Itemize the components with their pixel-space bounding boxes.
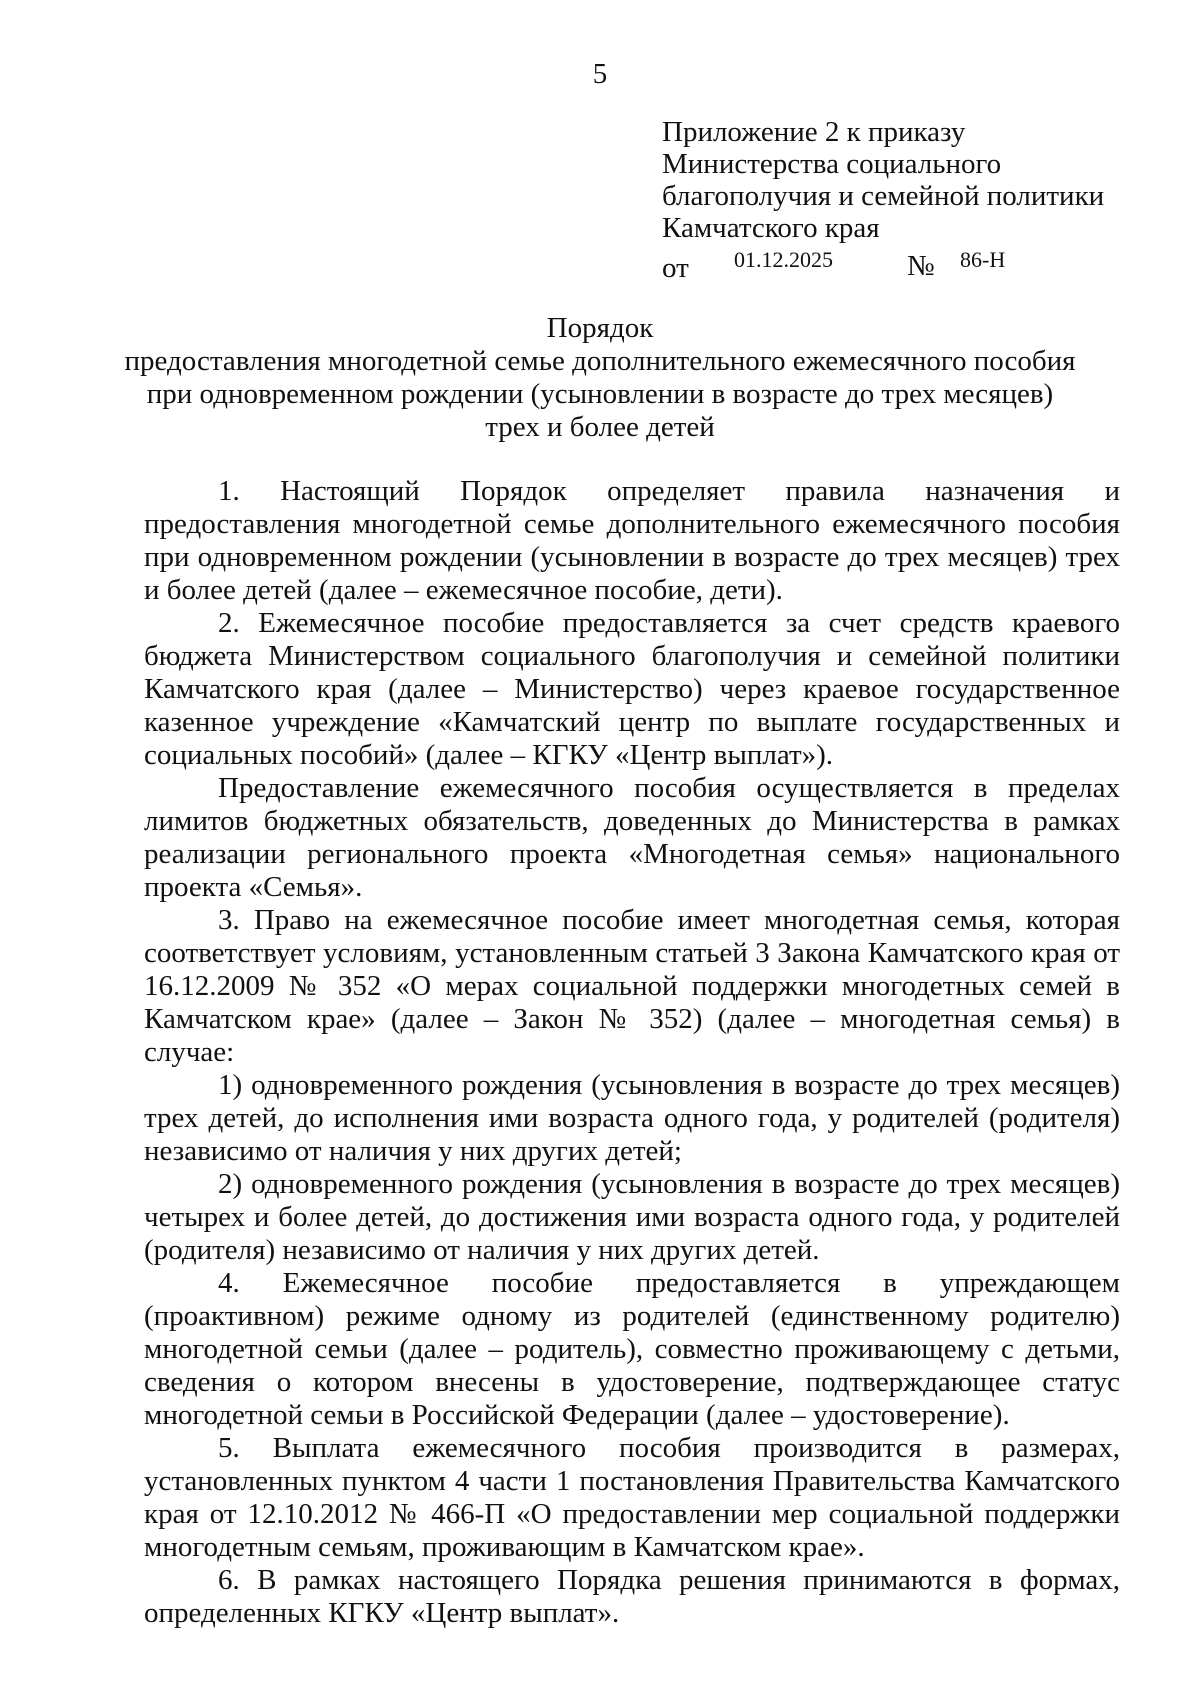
annex-line-2: Министерства социального: [662, 148, 1002, 180]
annex-number: 86-Н: [960, 247, 1006, 272]
paragraph-3: 3. Право на ежемесячное пособие имеет многодетная семья, которая соответствует условиям, установленным статьей 3 Закона Камчатского края от 16.12.2009 № 352 «О мерах социальной поддержки многодетных семей в Камчатском крае» (далее – Закон № 352) (далее – многодетная семья) в случае:: [144, 904, 1120, 1068]
title-heading: Порядок: [546, 312, 654, 344]
paragraph-6: 6. В рамках настоящего Порядка решения принимаются в формах, определенных КГКУ «Центр выплат».: [144, 1564, 1120, 1629]
title-line-2: при одновременном рождении (усыновлении в возрасте до трех месяцев): [146, 378, 1054, 410]
paragraph-1: 1. Настоящий Порядок определяет правила назначения и предоставления многодетной семье дополнительного ежемесячного пособия при одновременном рождении (усыновлении в возрасте до трех месяцев) трех и более детей (далее – ежемесячное пособие, дети).: [144, 475, 1120, 606]
annex-block: [662, 116, 1162, 284]
paragraph-3-item-2: 2) одновременного рождения (усыновления в возрасте до трех месяцев) четырех и более детей, до достижения ими возраста одного года, у родителей (родителя) независимо от наличия у них других детей.: [144, 1168, 1120, 1266]
annex-number-sign: №: [907, 250, 935, 282]
paragraph-3-item-1: 1) одновременного рождения (усыновления в возрасте до трех месяцев) трех детей, до исполнения ими возраста одного года, у родителей (родителя) независимо от наличия у них других детей;: [144, 1069, 1120, 1167]
title-line-3: трех и более детей: [485, 411, 715, 443]
paragraph-5: 5. Выплата ежемесячного пособия производится в размерах, установленных пунктом 4 части 1 постановления Правительства Камчатского края от 12.10.2012 № 466-П «О предоставлении мер социальной поддержки многодетным семьям, проживающим в Камчатском крае».: [144, 1432, 1120, 1563]
paragraph-2: 2. Ежемесячное пособие предоставляется за счет средств краевого бюджета Министерством социального благополучия и семейной политики Камчатского края (далее – Министерство) через краевое государственное казенное учреждение «Камчатский центр по выплате государственных и социальных пособий» (далее – КГКУ «Центр выплат»).: [144, 607, 1120, 771]
annex-date: 01.12.2025: [734, 247, 833, 272]
annex-line-4: Камчатского края: [662, 212, 880, 244]
annex-date-row: [662, 244, 1162, 284]
paragraph-4: 4. Ежемесячное пособие предоставляется в упреждающем (проактивном) режиме одному из родителей (единственному родителю) многодетной семьи (далее – родитель), совместно проживающему с детьми, сведения о котором внесены в удостоверение, подтверждающее статус многодетной семьи в Российской Федерации (далее – удостоверение).: [144, 1267, 1120, 1431]
annex-ot-label: от: [662, 252, 689, 284]
document-title: [100, 312, 1100, 444]
page-number: 5: [592, 58, 608, 90]
annex-line-3: благополучия и семейной политики: [662, 180, 1105, 212]
paragraph-2-continued: Предоставление ежемесячного пособия осуществляется в пределах лимитов бюджетных обязательств, доведенных до Министерства в рамках реализации регионального проекта «Многодетная семья» национального проекта «Семья».: [144, 772, 1120, 903]
annex-line-1: Приложение 2 к приказу: [662, 116, 966, 148]
document-body: [144, 475, 1120, 1630]
title-line-1: предоставления многодетной семье дополнительного ежемесячного пособия: [124, 345, 1076, 377]
